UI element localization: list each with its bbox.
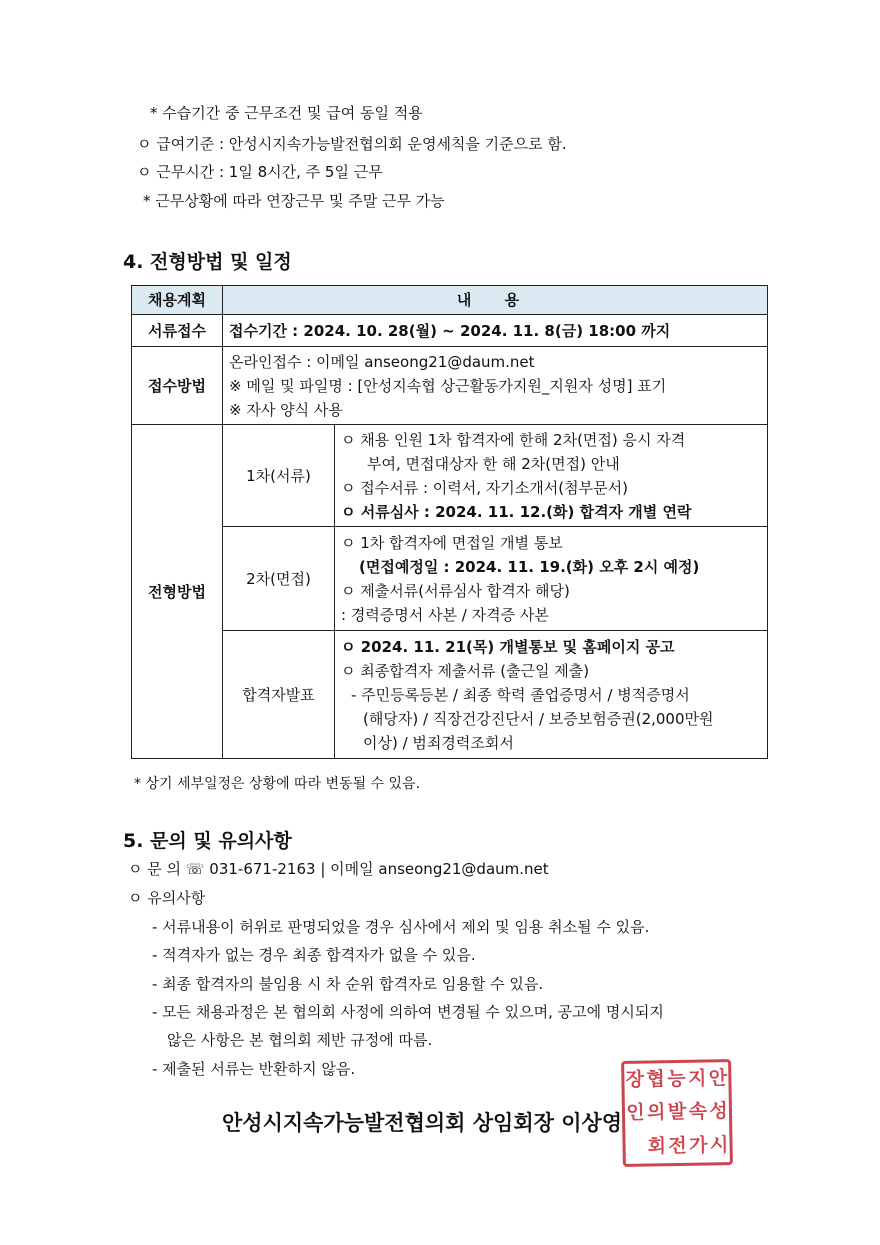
contact-line: ㅇ 문 의 ☏ 031-671-2163 | 이메일 anseong21@daum.net — [128, 860, 549, 878]
table-row — [132, 347, 768, 425]
section-4-title: 4. 전형방법 및 일정 — [123, 251, 292, 273]
header-plan: 채용계획 — [132, 286, 223, 315]
seal-glyph: 가 — [688, 1134, 708, 1157]
signature: 안성시지속가능발전협의회 상임회장 이상영 — [222, 1111, 623, 1135]
seal-glyph: 회 — [647, 1134, 667, 1158]
method-content — [223, 347, 768, 425]
note-probation: * 수습기간 중 근무조건 및 급여 동일 적용 — [150, 104, 423, 122]
stage3-line: ㅇ 최종합격자 제출서류 (출근일 제출) — [341, 661, 590, 680]
stage2-line: ㅇ 제출서류(서류심사 합격자 해당) — [341, 581, 570, 600]
seal-glyph: 능 — [667, 1067, 686, 1091]
seal-glyph: 속 — [688, 1100, 708, 1124]
note-item: 않은 사항은 본 협의회 제반 규정에 따름. — [167, 1031, 433, 1049]
schedule-table — [131, 285, 768, 759]
seal-glyph: 협 — [646, 1068, 665, 1091]
seal-glyph: 인 — [626, 1101, 645, 1125]
notes-title: ㅇ 유의사항 — [128, 889, 206, 907]
note-item: - 최종 합격자의 불임용 시 차 순위 합격자로 임용할 수 있음. — [152, 975, 544, 993]
row-label-receipt: 서류접수 — [132, 315, 223, 347]
note-item: - 적격자가 없는 경우 최종 합격자가 없을 수 있음. — [152, 946, 476, 964]
method-line: 온라인접수 : 이메일 anseong21@daum.net — [229, 352, 535, 371]
note-item: - 제출된 서류는 반환하지 않음. — [152, 1060, 356, 1078]
stage3-content — [335, 631, 768, 759]
stage2-content — [335, 527, 768, 631]
official-seal-stamp — [621, 1059, 733, 1167]
seal-glyph: 시 — [709, 1133, 729, 1157]
stage2-line: : 경력증명서 사본 / 자격증 사본 — [341, 605, 549, 624]
receipt-period: 접수기간 : 2024. 10. 28(월) ~ 2024. 11. 8(금) 18:00 까지 — [223, 315, 768, 347]
stage3-label: 합격자발표 — [223, 631, 335, 759]
seal-glyph: 지 — [687, 1067, 707, 1090]
row-label-selection: 전형방법 — [132, 425, 223, 759]
stage2-line: ㅇ 1차 합격자에 면접일 개별 통보 — [341, 533, 563, 552]
seal-glyph: 의 — [646, 1101, 666, 1124]
stage3-line: - 주민등록등본 / 최종 학력 졸업증명서 / 병적증명서 — [351, 685, 690, 704]
section-5-title: 5. 문의 및 유의사항 — [123, 830, 292, 852]
stage3-line: 이상) / 범죄경력조회서 — [363, 733, 514, 752]
table-row — [132, 527, 768, 631]
seal-glyph: 장 — [625, 1068, 645, 1091]
note-overtime: * 근무상황에 따라 연장근무 및 주말 근무 가능 — [143, 192, 445, 210]
stage1-line: ㅇ 채용 인원 1차 합격자에 한해 2차(면접) 응시 자격 — [341, 430, 686, 449]
schedule-footnote: * 상기 세부일정은 상황에 따라 변동될 수 있음. — [134, 776, 421, 792]
note-item: - 서류내용이 허위로 판명되었을 경우 심사에서 제외 및 임용 취소될 수 있음. — [152, 918, 650, 936]
stage2-label: 2차(면접) — [223, 527, 335, 631]
stage1-line: ㅇ 서류심사 : 2024. 11. 12.(화) 합격자 개별 연락 — [341, 502, 692, 521]
note-item: - 모든 채용과정은 본 협의회 사정에 의하여 변경될 수 있으며, 공고에 명시되지 — [152, 1003, 664, 1021]
table-header-row — [132, 286, 768, 315]
seal-glyph: 성 — [709, 1100, 728, 1123]
stage1-content — [335, 425, 768, 527]
method-line: ※ 자사 양식 사용 — [229, 400, 343, 419]
header-content: 내 용 — [223, 286, 768, 315]
row-label-method: 접수방법 — [132, 347, 223, 425]
stage1-label: 1차(서류) — [223, 425, 335, 527]
seal-glyph: 전 — [668, 1134, 687, 1157]
seal-glyph — [625, 1130, 646, 1164]
table-row — [132, 631, 768, 759]
table-row — [132, 425, 768, 527]
stage3-line: ㅇ 2024. 11. 21(목) 개별통보 및 홈페이지 공고 — [341, 637, 675, 656]
note-salary: ㅇ 급여기준 : 안성시지속가능발전협의회 운영세칙을 기준으로 함. — [137, 135, 567, 153]
seal-glyph: 안 — [708, 1067, 728, 1090]
method-line: ※ 메일 및 파일명 : [안성지속협 상근활동가지원_지원자 성명] 표기 — [229, 376, 667, 395]
stage1-line: 부여, 면접대상자 한 해 2차(면접) 안내 — [367, 454, 620, 473]
table-row — [132, 315, 768, 347]
note-hours: ㅇ 근무시간 : 1일 8시간, 주 5일 근무 — [137, 163, 383, 181]
stage2-line: (면접예정일 : 2024. 11. 19.(화) 오후 2시 예정) — [359, 557, 700, 576]
stage1-line: ㅇ 접수서류 : 이력서, 자기소개서(첨부문서) — [341, 478, 628, 497]
seal-glyph: 발 — [667, 1101, 687, 1124]
stage3-line: (해당자) / 직장건강진단서 / 보증보험증권(2,000만원 — [363, 709, 714, 728]
